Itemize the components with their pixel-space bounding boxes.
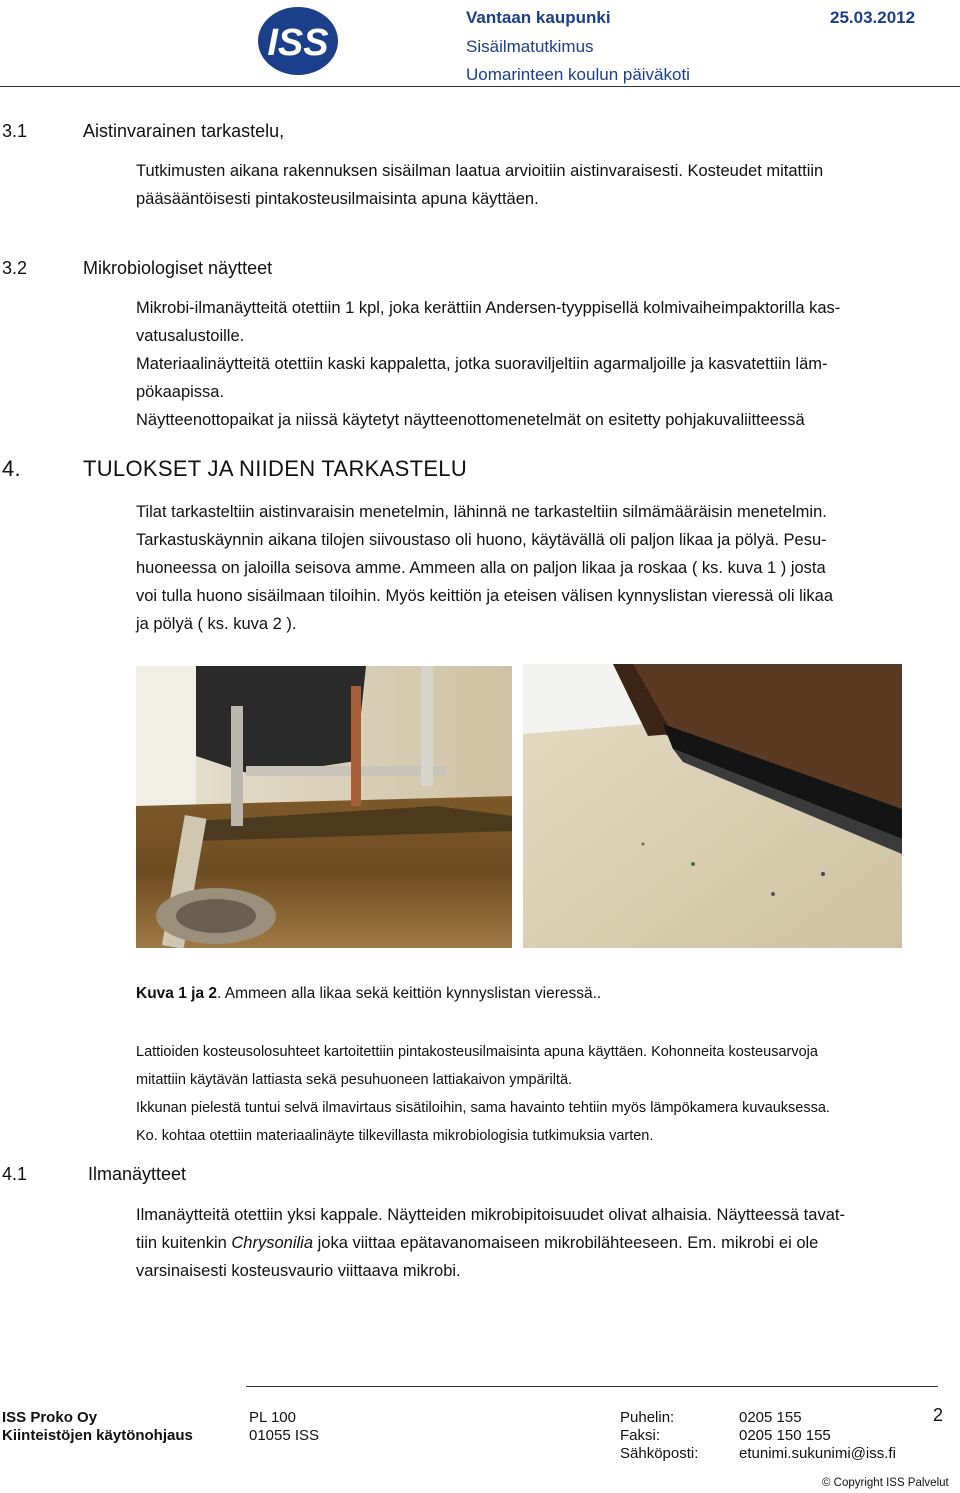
text-line: varsinaisesti kosteusvaurio viittaava mikrobi. [136,1262,461,1280]
text-line: Tilat tarkasteltiin aistinvaraisin menetelmin, lähinnä ne tarkasteltiin silmämääräisin menetelmin. [136,503,827,521]
footer-divider [246,1386,938,1387]
footer-email-label: Sähköposti: [620,1445,699,1462]
text-line: Näytteenottopaikat ja niissä käytetyt näytteenottomenetelmät on esitetty pohjakuvaliitteessä [136,411,805,429]
text-line: pökaapissa. [136,383,225,401]
figure-caption [136,985,601,1003]
footer-postal: 01055 ISS [249,1427,320,1444]
footer-phone: 0205 155 [739,1409,802,1426]
section-4-1-title: Ilmanäytteet [88,1164,187,1184]
iss-logo [255,5,341,77]
section-3-1-body [136,157,823,213]
logo-text: ISS [267,22,329,64]
text-line: Mikrobi-ilmanäytteitä otettiin 1 kpl, joka kerättiin Andersen-tyyppisellä kolmivaiheimpaktorilla kas- [136,299,841,317]
text-line: ja pölyä ( ks. kuva 2 ). [136,615,297,633]
header-divider [0,86,960,87]
text-line: Ko. kohtaa otettiin materiaalinäyte tilkevillasta mikrobiologisia tutkimuksia varten. [136,1128,654,1144]
section-4-1-body [136,1201,845,1285]
organism-name: Chrysonilia [231,1234,314,1252]
header-org: Vantaan kaupunki [466,8,611,27]
footer-po-box: PL 100 [249,1409,296,1426]
caption-text: . Ammeen alla likaa sekä keittiön kynnyslistan vieressä.. [217,985,602,1002]
caption-label: Kuva 1 ja 2 [136,985,217,1002]
copyright: © Copyright ISS Palvelut [822,1477,949,1489]
moisture-notes [136,1038,830,1150]
footer-phone-label: Puhelin: [620,1409,675,1426]
section-3-2-number: 3.2 [2,258,28,278]
footer-fax: 0205 150 155 [739,1427,831,1444]
text-line: voi tulla huono sisäilmaan tiloihin. Myös keittiön ja eteisen välisen kynnyslistan vieressä oli likaa [136,587,834,605]
section-3-1-title: Aistinvarainen tarkastelu, [83,121,285,141]
section-4-title: TULOKSET JA NIIDEN TARKASTELU [83,456,468,481]
section-4-number: 4. [2,456,21,481]
text-line: mitattiin käytävän lattiasta sekä pesuhuoneen lattiakaivon ympäriltä. [136,1072,573,1088]
text-line: Lattioiden kosteusolosuhteet kartoitettiin pintakosteusilmaisinta apuna käyttäen. Kohonneita kosteusarvoja [136,1044,818,1060]
footer-email: etunimi.sukunimi@iss.fi [739,1445,896,1462]
section-4-1-number: 4.1 [2,1164,28,1184]
section-4-body [136,498,833,638]
text-line: Ikkunan pielestä tuntui selvä ilmavirtaus sisätiloihin, sama havainto tehtiin myös lämpökamera kuvauksessa. [136,1100,830,1116]
header-date: 25.03.2012 [830,8,916,27]
text-line: Tarkastuskäynnin aikana tilojen siivoustaso oli huono, käytävällä oli paljon likaa ja pölyä. Pesu- [136,531,827,549]
section-3-2-title: Mikrobiologiset näytteet [83,258,273,278]
footer-dept: Kiinteistöjen käytönohjaus [2,1427,193,1444]
page-number: 2 [933,1405,944,1425]
text-line: huoneessa on jaloilla seisova amme. Ammeen alla on paljon likaa ja roskaa ( ks. kuva 1 ) josta [136,559,826,577]
text-line: Materiaalinäytteitä otettiin kaski kappaletta, jotka suoraviljeltiin agarmaljoille ja kasvatettiin läm- [136,355,828,373]
photo-kitchen-threshold [523,664,902,948]
section-3-1-number: 3.1 [2,121,28,141]
section-3-2-body [136,294,840,434]
text-line: Ilmanäytteitä otettiin yksi kappale. Näytteiden mikrobipitoisuudet olivat alhaisia. Näytteessä tavat- [136,1206,845,1224]
footer-company: ISS Proko Oy [2,1409,98,1426]
photo-under-bathtub [136,666,512,948]
text-line: vatusalustoille. [136,327,245,345]
header-site: Uomarinteen koulun päiväkoti [466,65,690,84]
text-line: tiin kuitenkin Chrysonilia joka viittaa epätavanomaiseen mikrobilähteeseen. Em. mikrobi ei ole [136,1234,819,1252]
text-line: pääsääntöisesti pintakosteusilmaisinta apuna käyttäen. [136,190,539,208]
header-subject: Sisäilmatutkimus [466,37,594,56]
footer-fax-label: Faksi: [620,1427,661,1444]
text-line: Tutkimusten aikana rakennuksen sisäilman laatua arvioitiin aistinvaraisesti. Kosteudet mitattiin [136,162,824,180]
